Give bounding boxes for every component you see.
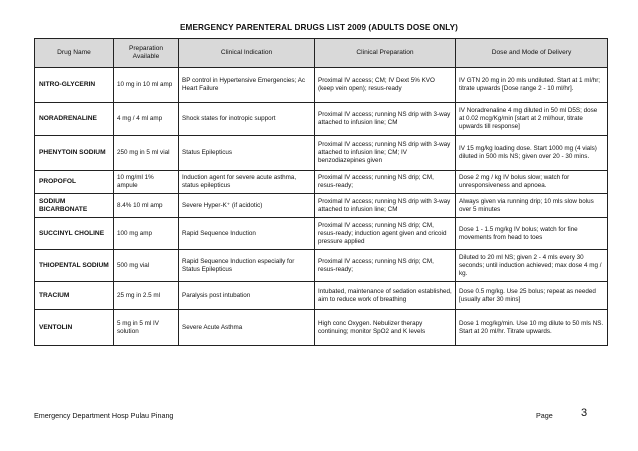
dose-cell: Dose 1 - 1.5 mg/kg IV bolus; watch for fine movements from head to toes [456, 218, 608, 250]
preparation-cell: 500 mg vial [114, 250, 179, 282]
clinical-preparation-cell: Proximal IV access; running NS drip; CM, resus-ready; [315, 171, 456, 194]
preparation-cell: 250 mg in 5 ml vial [114, 136, 179, 171]
header-preparation: Preparation Available [114, 39, 179, 68]
table-row [35, 250, 608, 282]
drug-name-cell: PHENYTOIN SODIUM [35, 136, 114, 171]
header-drug-name: Drug Name [35, 39, 114, 68]
clinical-preparation-cell: High conc Oxygen. Nebulizer therapy continuing; monitor SpO2 and K levels [315, 310, 456, 346]
footer-hospital: Emergency Department Hosp Pulau Pinang [34, 411, 174, 420]
indication-cell: Severe Acute Asthma [179, 310, 315, 346]
clinical-preparation-cell: Proximal IV access; running NS drip; CM, resus-ready; induction agent given and cricoid pressure applied [315, 218, 456, 250]
indication-cell: Paralysis post intubation [179, 282, 315, 310]
dose-cell: Dose 2 mg / kg IV bolus slow; watch for unresponsiveness and apnoea. [456, 171, 608, 194]
preparation-cell: 25 mg in 2.5 ml [114, 282, 179, 310]
preparation-cell: 10 mg in 10 ml amp [114, 68, 179, 103]
indication-cell: Rapid Sequence Induction especially for Status Epilepticus [179, 250, 315, 282]
document-title: EMERGENCY PARENTERAL DRUGS LIST 2009 (ADULTS DOSE ONLY) [180, 23, 458, 32]
preparation-cell: 4 mg / 4 ml amp [114, 103, 179, 136]
indication-cell: Induction agent for severe acute asthma, status epilepticus [179, 171, 315, 194]
indication-cell: Status Epilepticus [179, 136, 315, 171]
table-row [35, 310, 608, 346]
table-row [35, 282, 608, 310]
drug-name-cell: SODIUM BICARBONATE [35, 194, 114, 218]
preparation-cell: 10 mg/ml 1% ampule [114, 171, 179, 194]
table-row [35, 171, 608, 194]
clinical-preparation-cell: Proximal IV access; running NS drip with 3-way attached to infusion line; CM; IV benzodiazepines given [315, 136, 456, 171]
indication-cell: Shock states for inotropic support [179, 103, 315, 136]
table-header-row [35, 39, 608, 68]
dose-cell: Dose 1 mcg/kg/min. Use 10 mg dilute to 50 mls NS. Start at 20 ml/hr. Titrate upwards. [456, 310, 608, 346]
drug-name-cell: NITRO-GLYCERIN [35, 68, 114, 103]
dose-cell: Diluted to 20 ml NS; given 2 - 4 mls every 30 seconds; until induction achieved; max dose 4 mg / kg. [456, 250, 608, 282]
clinical-preparation-cell: Proximal IV access; CM; IV Dext 5% KVO (keep vein open); resus-ready [315, 68, 456, 103]
clinical-preparation-cell: Intubated, maintenance of sedation established, aim to reduce work of breathing [315, 282, 456, 310]
indication-cell: BP control in Hypertensive Emergencies; Ac Heart Failure [179, 68, 315, 103]
clinical-preparation-cell: Proximal IV access; running NS drip with 3-way attached to infusion line; CM [315, 194, 456, 218]
indication-cell: Severe Hyper-K⁺ (if acidotic) [179, 194, 315, 218]
dose-cell: Dose 0.5 mg/kg. Use 25 bolus; repeat as needed [usually after 30 mins] [456, 282, 608, 310]
dose-cell: Always given via running drip; 10 mls slow bolus over 5 minutes [456, 194, 608, 218]
drug-name-cell: SUCCINYL CHOLINE [35, 218, 114, 250]
indication-cell: Rapid Sequence Induction [179, 218, 315, 250]
drug-name-cell: NORADRENALINE [35, 103, 114, 136]
header-clinical-indication: Clinical Indication [179, 39, 315, 68]
drug-name-cell: VENTOLIN [35, 310, 114, 346]
drug-name-cell: TRACIUM [35, 282, 114, 310]
clinical-preparation-cell: Proximal IV access; running NS drip with 3-way attached to infusion line; CM [315, 103, 456, 136]
clinical-preparation-cell: Proximal IV access; running NS drip; CM, resus-ready; [315, 250, 456, 282]
table-row [35, 136, 608, 171]
table-row [35, 103, 608, 136]
table-row [35, 194, 608, 218]
drug-name-cell: THIOPENTAL SODIUM [35, 250, 114, 282]
drug-name-cell: PROPOFOL [35, 171, 114, 194]
table-row [35, 68, 608, 103]
header-dose-delivery: Dose and Mode of Delivery [456, 39, 608, 68]
header-clinical-preparation: Clinical Preparation [315, 39, 456, 68]
footer-page-label: Page [536, 411, 553, 420]
table-row [35, 218, 608, 250]
dose-cell: IV Noradrenaline 4 mg diluted in 50 ml D5S; dose at 0.02 mcg/Kg/min [start at 2 ml/hour, titrate upwards till response] [456, 103, 608, 136]
dose-cell: IV 15 mg/kg loading dose. Start 1000 mg (4 vials) diluted in 500 mls NS; given over 20 - 30 mins. [456, 136, 608, 171]
dose-cell: IV GTN 20 mg in 20 mls undiluted. Start at 1 ml/hr; titrate upwards [Dose range 2 - 10 ml/hr]. [456, 68, 608, 103]
preparation-cell: 100 mg amp [114, 218, 179, 250]
preparation-cell: 5 mg in 5 ml IV solution [114, 310, 179, 346]
drugs-table [34, 38, 608, 346]
footer-page-number: 3 [581, 407, 588, 419]
preparation-cell: 8.4% 10 ml amp [114, 194, 179, 218]
